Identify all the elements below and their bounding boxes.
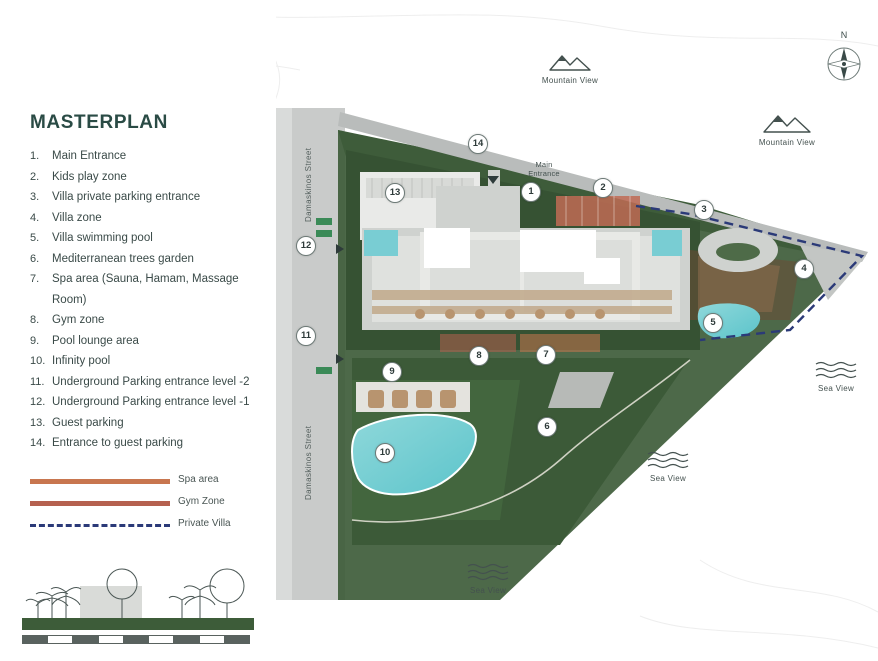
legend-item-number: 8. xyxy=(30,314,40,326)
legend-item xyxy=(30,413,270,434)
legend-item-number: 7. xyxy=(30,273,40,285)
legend-panel xyxy=(0,0,276,656)
legend-item-label: Underground Parking entrance level -2 xyxy=(52,375,250,388)
legend-item xyxy=(30,167,270,188)
map-marker-10[interactable]: 10 xyxy=(375,443,395,463)
legend-swatch-label: Spa area xyxy=(178,474,219,485)
street-name-south: Damaskinos Street xyxy=(304,425,313,500)
legend-item-number: 9. xyxy=(30,334,40,347)
map-marker-7[interactable]: 7 xyxy=(536,345,556,365)
sea-view-bottom-label: Sea View xyxy=(469,586,507,595)
legend-item-number: 14. xyxy=(30,437,46,449)
legend-swatch-row xyxy=(30,516,270,538)
legend-item-number: 12. xyxy=(30,396,46,408)
legend-item xyxy=(30,269,270,310)
compass-north-label: N xyxy=(840,30,848,40)
mountain-view-right-label: Mountain View xyxy=(758,138,816,147)
landscape-illustration xyxy=(22,556,254,644)
mountain-view-top xyxy=(528,52,612,85)
waves-icon xyxy=(632,450,704,472)
sea-view-middle-label: Sea View xyxy=(649,474,687,483)
legend-item xyxy=(30,392,270,413)
legend-item-label: Mediterranean trees garden xyxy=(52,252,194,265)
legend-item xyxy=(30,249,270,270)
trees-illustration-svg xyxy=(22,556,254,644)
waves-icon xyxy=(800,360,872,382)
legend-item-label: Pool lounge area xyxy=(52,334,139,347)
scale-bar xyxy=(22,635,250,644)
legend-item-number: 1. xyxy=(30,150,40,162)
compass-rose-icon xyxy=(822,42,866,86)
legend-item xyxy=(30,146,270,167)
legend-item xyxy=(30,208,270,229)
legend-item xyxy=(30,351,270,372)
legend-item-label: Guest parking xyxy=(52,416,124,429)
legend-swatch-label: Gym Zone xyxy=(178,496,225,507)
road-sidewalk xyxy=(276,108,292,600)
rooftop-pool-west xyxy=(364,230,398,256)
legend-item xyxy=(30,372,270,393)
legend-item-label: Villa zone xyxy=(52,211,102,224)
sea-view-bottom xyxy=(452,562,524,595)
map-marker-9[interactable]: 9 xyxy=(382,362,402,382)
mountain-icon xyxy=(528,52,612,74)
map-marker-11[interactable]: 11 xyxy=(296,326,316,346)
main-entrance-note-line1: Main xyxy=(535,160,553,169)
legend-item-number: 3. xyxy=(30,191,40,203)
legend-item-number: 10. xyxy=(30,355,46,367)
main-entrance-note-line2: Entrance xyxy=(528,169,560,178)
compass xyxy=(818,30,870,92)
waves-icon xyxy=(452,562,524,584)
legend-item xyxy=(30,310,270,331)
legend-item xyxy=(30,187,270,208)
map-marker-4[interactable]: 4 xyxy=(794,259,814,279)
map-marker-8[interactable]: 8 xyxy=(469,346,489,366)
legend-item-label: Main Entrance xyxy=(52,150,127,162)
map-marker-14[interactable]: 14 xyxy=(468,134,488,154)
legend-item-label: Kids play zone xyxy=(52,170,127,183)
street-name-north: Damaskinos Street xyxy=(304,147,313,222)
sea-view-middle xyxy=(632,450,704,483)
legend-item-number: 11. xyxy=(30,375,45,388)
map-marker-5[interactable]: 5 xyxy=(703,313,723,333)
legend-item-number: 4. xyxy=(30,211,40,224)
legend-item xyxy=(30,228,270,249)
map-marker-12[interactable]: 12 xyxy=(296,236,316,256)
legend-swatch-bar xyxy=(30,524,170,527)
map-marker-1[interactable]: 1 xyxy=(521,182,541,202)
legend-item-number: 5. xyxy=(30,232,40,244)
map-marker-3[interactable]: 3 xyxy=(694,200,714,220)
legend-item-label: Entrance to guest parking xyxy=(52,437,184,449)
rooftop-pool-east xyxy=(652,230,682,256)
mountain-view-right xyxy=(745,112,829,147)
legend-swatch-bar xyxy=(30,479,170,484)
sea-view-right xyxy=(800,360,872,393)
legend-item-label: Infinity pool xyxy=(52,355,111,367)
spa-area xyxy=(520,334,600,352)
mountain-icon xyxy=(745,112,829,136)
legend-item-label: Villa private parking entrance xyxy=(52,191,201,203)
legend-item xyxy=(30,433,270,454)
map-marker-13[interactable]: 13 xyxy=(385,183,405,203)
legend-list xyxy=(30,146,270,454)
legend-swatches xyxy=(30,472,270,538)
sea-view-right-label: Sea View xyxy=(817,384,855,393)
legend-item-number: 6. xyxy=(30,252,40,265)
legend-item-label: Villa swimming pool xyxy=(52,232,153,244)
legend-item-label: Spa area (Sauna, Hamam, Massage Room) xyxy=(52,273,239,306)
legend-item xyxy=(30,331,270,352)
legend-item-number: 13. xyxy=(30,416,46,429)
page-title: MASTERPLAN xyxy=(30,112,168,133)
legend-item-label: Underground Parking entrance level -1 xyxy=(52,396,250,408)
legend-swatch-row xyxy=(30,472,270,494)
building-block-nw xyxy=(424,228,470,268)
building-block-e xyxy=(584,258,620,284)
legend-swatch-label: Private Villa xyxy=(178,518,231,529)
map-marker-6[interactable]: 6 xyxy=(537,417,557,437)
mountain-view-top-label: Mountain View xyxy=(541,76,599,85)
villa-parking-island xyxy=(716,243,760,261)
main-entrance-note xyxy=(518,160,570,178)
legend-item-number: 2. xyxy=(30,170,40,183)
legend-swatch-bar xyxy=(30,501,170,506)
legend-item-label: Gym zone xyxy=(52,314,105,326)
legend-swatch-row xyxy=(30,494,270,516)
map-marker-2[interactable]: 2 xyxy=(593,178,613,198)
